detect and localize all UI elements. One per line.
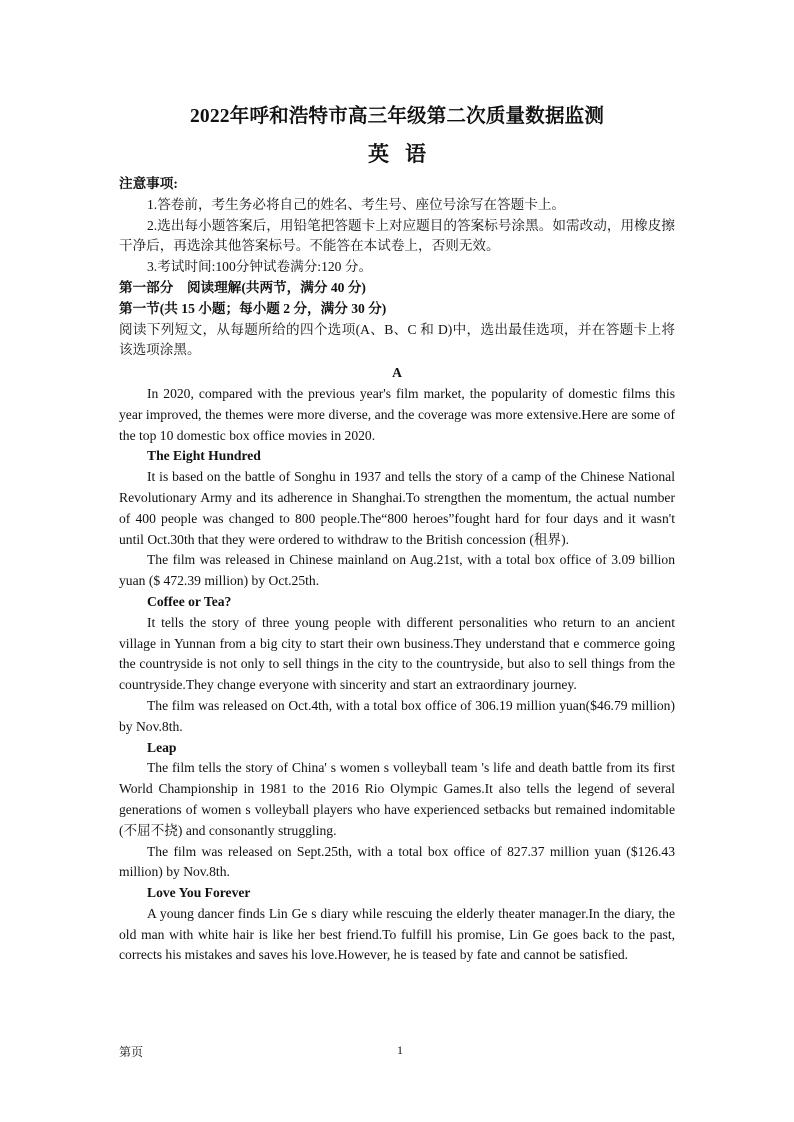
subpart-heading: 第一节(共 15 小题；每小题 2 分，满分 30 分)	[119, 300, 387, 316]
notice-heading: 注意事项:	[119, 176, 178, 191]
film-paragraph: The film was released in Chinese mainland on Aug.21st, with a total box office of 3.09 billion yuan ($ 472.39 million) by Oct.25th.	[119, 552, 675, 589]
page-number: 1	[397, 1043, 403, 1057]
film-title: Leap	[147, 739, 177, 755]
film-title: The Eight Hundred	[147, 448, 261, 464]
film-paragraph: The film tells the story of China' s women s volleyball team 's life and death battle from its first World Championship in 1981 to the 2016 Rio Olympic Games.It also tells the legend of several generations of women s volleyball players who have experienced setbacks but remained indomitable (不屈不挠) and consonantly struggling.	[119, 760, 675, 838]
film-title: Love You Forever	[147, 885, 251, 901]
notice-item: 2.选出每小题答案后，用铅笔把答题卡上对应题目的答案标号涂黑。如需改动，用橡皮擦干净后，再选涂其他答案标号。不能答在本试卷上，否则无效。	[119, 217, 675, 254]
passage-intro: In 2020, compared with the previous year's film market, the popularity of domestic films this year improved, the themes were more diverse, and the coverage was more extensive.Here are some of the top 10 domestic box office movies in 2020.	[119, 385, 675, 443]
section-instruction: 阅读下列短文，从每题所给的四个选项(A、B、C 和 D)中，选出最佳选项，并在答题卡上将该选项涂黑。	[119, 321, 675, 358]
film-paragraph: It tells the story of three young people with different personalities who return to an ancient village in Yunnan from a big city to start their own business.They understand that e commerce going the countryside is not only to sell things in the city to the countryside, but also to sell things from the countryside.They change everyone with sincerity and start an extraordinary journey.	[119, 614, 675, 693]
film-paragraph: The film was released on Oct.4th, with a total box office of 306.19 million yuan($46.79 million) by Nov.8th.	[119, 697, 675, 734]
notice-item: 3.考试时间:100分钟试卷满分:120 分。	[147, 259, 373, 275]
exam-page	[119, 100, 675, 966]
subject-title: 英语	[368, 142, 442, 166]
film-paragraph: The film was released on Sept.25th, with a total box office of 827.37 million yuan ($126.43 million) by Nov.8th.	[119, 843, 675, 880]
notice-section	[119, 174, 675, 966]
passage-label: A	[392, 365, 402, 381]
film-paragraph: It is based on the battle of Songhu in 1937 and tells the story of a camp of the Chinese National Revolutionary Army and its adherence in Shanghai.To strengthen the momentum, the actual number of 400 people was changed to 800 people.The“800 heroes”fought hard for four days and it wasn't until Oct.30th that they were ordered to withdraw to the British concession (租界).	[119, 469, 675, 547]
film-title: Coffee or Tea?	[147, 593, 232, 609]
footer-page-label: 第页	[119, 1045, 144, 1059]
film-paragraph: A young dancer finds Lin Ge s diary while rescuing the elderly theater manager.In the diary, the old man with white hair is like her best friend.To fulfill his promise, Lin Ge goes back to the past, corrects his mistakes and saves his love.However, he is teased by fate and cannot be satisfied.	[119, 905, 675, 963]
exam-title: 2022年呼和浩特市高三年级第二次质量数据监测	[189, 106, 605, 127]
part-heading: 第一部分 阅读理解(共两节，满分 40 分)	[119, 279, 366, 295]
notice-item: 1.答卷前，考生务必将自己的姓名、考生号、座位号涂写在答题卡上。	[147, 196, 566, 212]
